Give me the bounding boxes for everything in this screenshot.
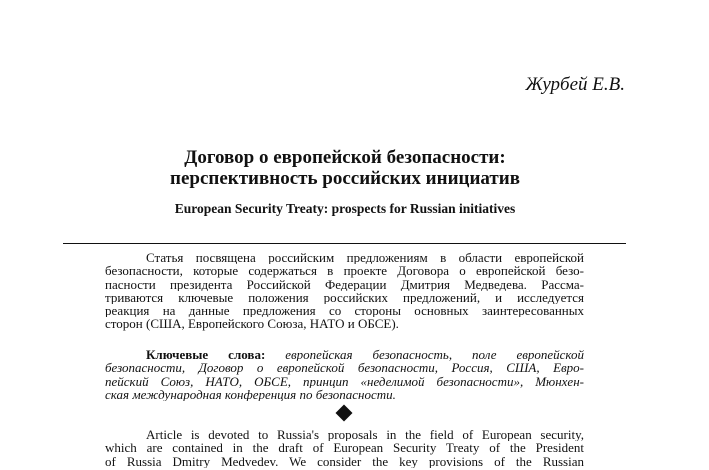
english-title: European Security Treaty: prospects for Russian initiatives — [174, 201, 516, 216]
article-title-line-1: Договор о европейской безопасности: — [184, 147, 506, 168]
author-name: Журбей Е.В. — [525, 74, 625, 95]
article-title-line-2: перспективность российских инициатив — [170, 168, 520, 189]
abstract-en-line: of Russia Dmitry Medvedev. We consider the key provisions of the Russian — [105, 454, 584, 468]
abstract-ru-line: триваются ключевые положения российских предложений, и исследуется — [105, 290, 584, 305]
keywords-line — [105, 348, 584, 361]
abstract-en-line: which are contained in the draft of European Security Treaty of the President — [105, 441, 584, 455]
section-divider — [63, 243, 626, 244]
keywords-text: европейская безопасность, поле европейской — [285, 348, 584, 362]
article-title — [80, 147, 610, 189]
keywords-line: ская международная конференция по безопасности. — [105, 387, 396, 402]
abstract-ru-line: сторон (США, Европейского Союза, НАТО и ОБСЕ). — [105, 317, 399, 331]
abstract-ru-line: пасности президента Российской Федерации Дмитрия Медведева. Рассма- — [105, 277, 584, 291]
keywords-line: безопасности, Договор о европейской безопасности, Россия, США, Евро- — [105, 361, 584, 375]
diamond-separator-icon — [336, 405, 353, 422]
abstract-ru-line: Статья посвящена российским предложениям в области европейской — [146, 251, 584, 265]
abstract-ru-line: безопасности, которые содержаться в проекте Договора о европейской безо- — [105, 264, 584, 278]
abstract-en — [105, 428, 584, 468]
keywords-line: пейский Союз, НАТО, ОБСЕ, принцип «неделимой безопасности», Мюнхен- — [105, 374, 584, 388]
keywords-block — [105, 348, 584, 401]
abstract-ru-line: реакция на данные предложения со стороны основных заинтересованных — [105, 304, 584, 318]
keywords-label: Ключевые слова: — [146, 348, 266, 362]
abstract-ru — [105, 251, 584, 331]
abstract-en-line: Article is devoted to Russia's proposals in the field of European security, — [146, 428, 584, 442]
